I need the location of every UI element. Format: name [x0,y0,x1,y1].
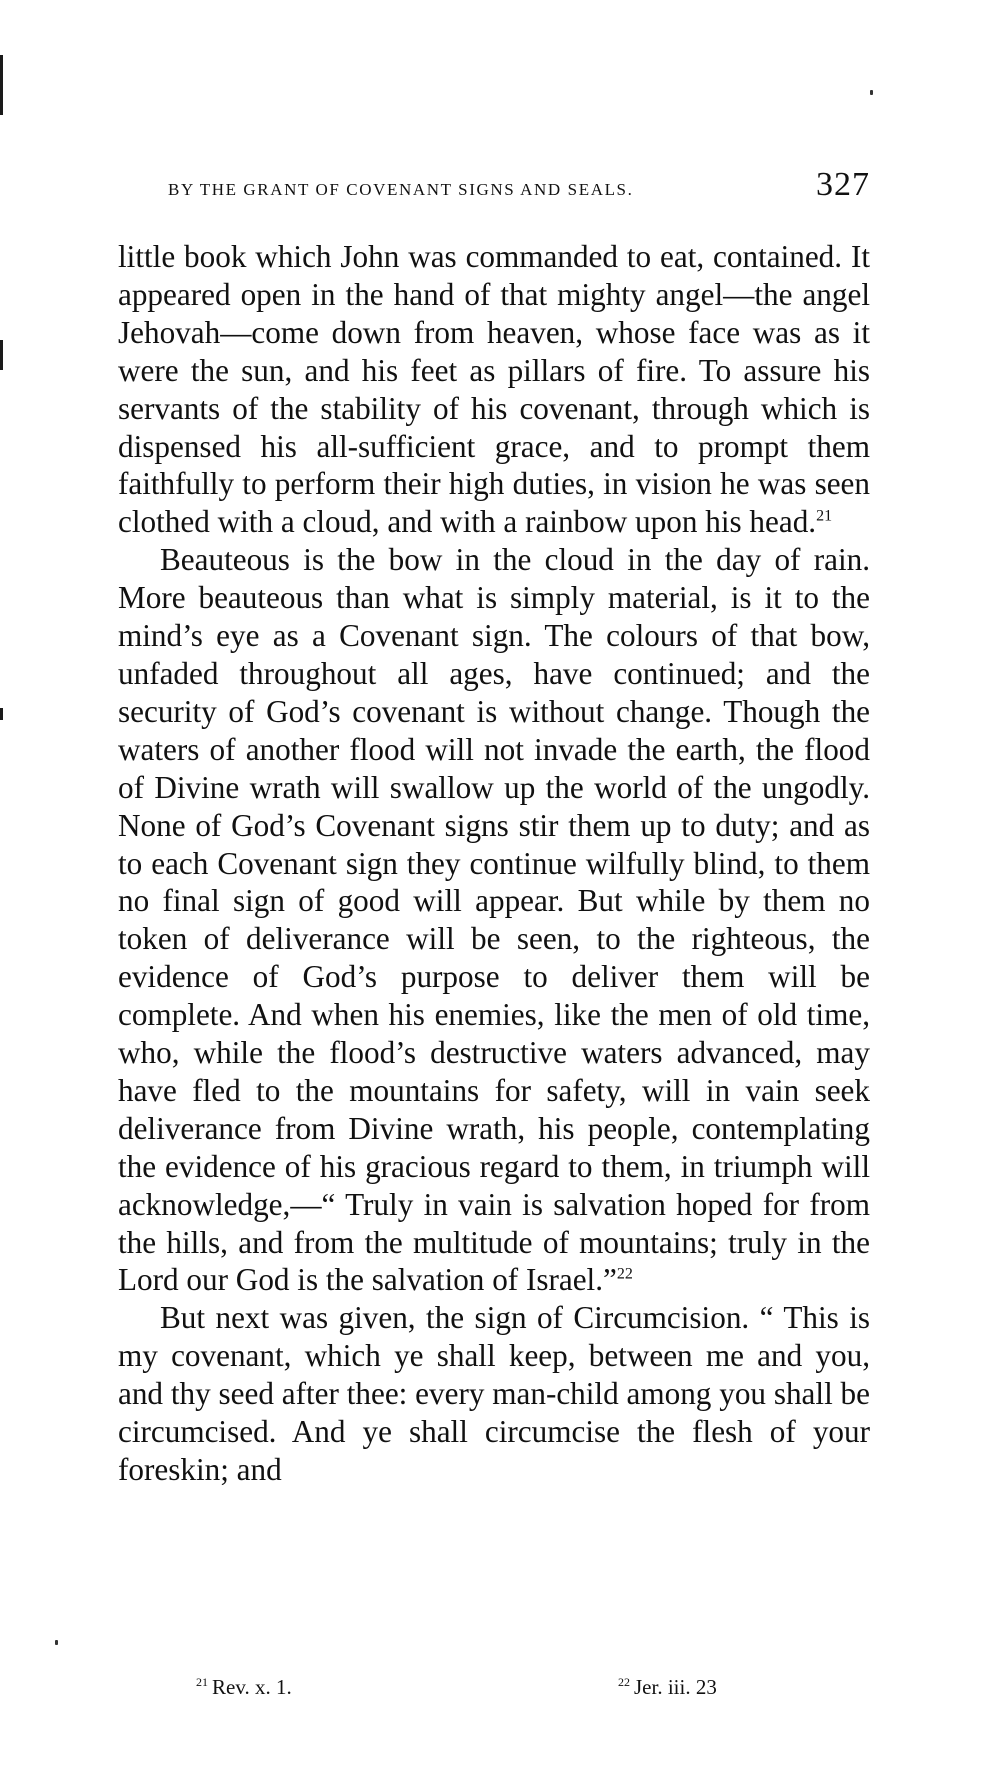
scan-edge-mark [0,55,3,115]
footnote-ref: 22 [616,1266,633,1284]
scan-edge-mark [0,340,3,370]
paragraph [118,1299,870,1489]
running-head [168,166,870,206]
body-text [118,238,870,1489]
footnote-text: Jer. iii. 23 [634,1675,717,1699]
footnote [618,1675,717,1700]
footnote [196,1675,292,1700]
footnote-number: 21 [196,1675,208,1689]
running-head-title: BY THE GRANT OF COVENANT SIGNS AND SEALS. [168,180,634,199]
paragraph-text: Beauteous is the bow in the cloud in the day of rain. More beauteous than what is simply material, is it to the mind’s eye as a Covenant sign. The colours of that bow, unfaded throughout all ages, have continued; and the security of God’s covenant is without change. Though the waters of another flood will not invade the earth, the flood of Divine wrath will swallow up the world of the ungodly. None of God’s Covenant signs stir them up to duty; and as to each Covenant sign they continue wilfully blind, to them no final sign of good will appear. But while by them no token of deliverance will be seen, to the righteous, the evidence of God’s purpose to deliver them will be complete. And when his enemies, like the men of old time, who, while the flood’s destructive waters advanced, may have fled to the mountains for safety, will in vain seek deliverance from Divine wrath, his people, contemplating the evidence of his gracious regard to them, in triumph will acknowledge,—“ Truly in vain is salvation hoped for from the hills, and from the multitude of mountains; truly in the Lord our God is the salvation of Israel.” [118,542,870,1298]
page-number: 327 [816,166,870,203]
paragraph [118,238,870,541]
footnote-number: 22 [618,1675,630,1689]
footnotes [118,1675,870,1705]
footnote-ref: 21 [816,507,833,525]
footnote-text: Rev. x. 1. [212,1675,292,1699]
scan-speck [55,1640,58,1645]
scan-edge-mark [0,708,3,720]
paragraph-text: But next was given, the sign of Circumcision. “ This is my covenant, which ye shall keep, between me and you, and thy seed after thee: every man-child among you shall be circumcised. And ye shall circumcise the flesh of your foreskin; and [118,1300,870,1487]
paragraph [118,541,870,1299]
paragraph-text: little book which John was commanded to eat, contained. It appeared open in the hand of that mighty angel—the angel Jehovah—come down from heaven, whose face was as it were the sun, and his feet as pillars of fire. To assure his servants of the stability of his covenant, through which is dispensed his all-sufficient grace, and to prompt them faithfully to perform their high duties, in vision he was seen clothed with a cloud, and with a rainbow upon his head. [118,239,870,540]
scan-speck [870,90,873,95]
